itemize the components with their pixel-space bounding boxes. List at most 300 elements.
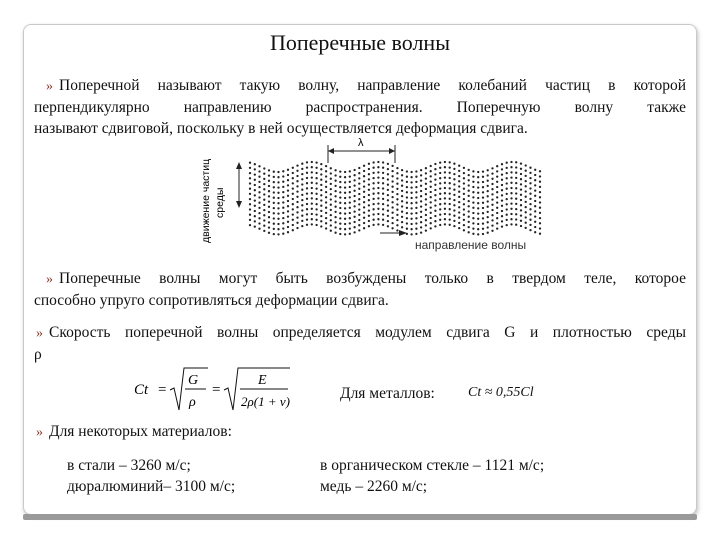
wave-particle-dot <box>410 202 412 204</box>
wave-particle-dot <box>529 229 531 231</box>
wave-particle-dot <box>292 193 294 195</box>
wave-particle-dot <box>325 175 327 177</box>
wave-particle-dot <box>477 202 479 204</box>
wave-particle-dot <box>258 186 260 188</box>
wave-particle-dot <box>468 200 470 202</box>
wave-particle-dot <box>301 168 303 170</box>
wave-particle-dot <box>406 191 408 193</box>
wave-particle-dot <box>525 170 527 172</box>
wave-particle-dot <box>301 204 303 206</box>
formula-root2-den: 2ρ(1 + ν) <box>241 394 290 409</box>
wave-particle-dot <box>415 191 417 193</box>
wave-particle-dot <box>363 206 365 208</box>
wave-particle-dot <box>410 223 412 225</box>
wave-particle-dot <box>463 219 465 221</box>
wave-particle-dot <box>377 197 379 199</box>
wave-particle-dot <box>396 209 398 211</box>
wave-particle-dot <box>491 198 493 200</box>
wave-particle-dot <box>349 170 351 172</box>
wave-particle-dot <box>382 219 384 221</box>
wave-particle-dot <box>439 187 441 189</box>
wave-particle-dot <box>344 233 346 235</box>
wave-particle-dot <box>391 227 393 229</box>
wave-particle-dot <box>401 221 403 223</box>
wave-particle-dot <box>430 217 432 219</box>
wave-particle-dot <box>496 196 498 198</box>
wave-particle-dot <box>401 205 403 207</box>
wave-particle-dot <box>396 183 398 185</box>
wave-particle-dot <box>396 198 398 200</box>
wave-particle-dot <box>282 181 284 183</box>
wave-particle-dot <box>520 204 522 206</box>
wave-particle-dot <box>520 168 522 170</box>
wave-particle-dot <box>282 170 284 172</box>
wave-particle-dot <box>334 180 336 182</box>
wave-particle-dot <box>444 192 446 194</box>
wave-particle-dot <box>477 228 479 230</box>
wave-particle-dot <box>254 225 256 227</box>
wave-particle-dot <box>515 213 517 215</box>
wave-particle-dot <box>382 161 384 163</box>
wave-particle-dot <box>506 214 508 216</box>
paragraph-line <box>34 322 686 344</box>
wave-particle-dot <box>396 172 398 174</box>
wave-particle-dot <box>334 185 336 187</box>
wave-particle-dot <box>449 177 451 179</box>
wave-particle-dot <box>520 178 522 180</box>
wave-particle-dot <box>296 190 298 192</box>
wave-particle-dot <box>330 209 332 211</box>
wave-particle-dot <box>510 213 512 215</box>
wave-particle-dot <box>472 227 474 229</box>
wave-particle-dot <box>368 204 370 206</box>
wave-particle-dot <box>401 226 403 228</box>
wave-particle-dot <box>339 170 341 172</box>
wave-particle-dot <box>539 191 541 193</box>
wave-particle-dot <box>425 203 427 205</box>
wave-particle-dot <box>525 211 527 213</box>
wave-particle-dot <box>515 166 517 168</box>
wave-particle-dot <box>487 195 489 197</box>
wave-particle-dot <box>344 202 346 204</box>
wave-particle-dot <box>434 173 436 175</box>
wave-particle-dot <box>249 203 251 205</box>
wave-particle-dot <box>311 182 313 184</box>
wave-particle-dot <box>472 201 474 203</box>
wave-particle-dot <box>468 169 470 171</box>
wave-particle-dot <box>444 187 446 189</box>
wave-particle-dot <box>420 185 422 187</box>
wave-particle-dot <box>363 180 365 182</box>
wave-particle-dot <box>501 184 503 186</box>
wave-particle-dot <box>472 212 474 214</box>
wave-particle-dot <box>391 186 393 188</box>
wave-particle-dot <box>425 224 427 226</box>
wave-particle-dot <box>510 197 512 199</box>
wave-particle-dot <box>525 180 527 182</box>
wave-particle-dot <box>254 199 256 201</box>
wave-particle-dot <box>420 216 422 218</box>
wave-particle-dot <box>268 174 270 176</box>
wave-particle-dot <box>525 164 527 166</box>
wave-particle-dot <box>306 198 308 200</box>
wave-particle-dot <box>368 178 370 180</box>
wave-particle-dot <box>358 198 360 200</box>
wave-particle-dot <box>525 175 527 177</box>
wave-particle-dot <box>415 222 417 224</box>
wave-particle-dot <box>430 222 432 224</box>
wave-particle-dot <box>249 182 251 184</box>
wave-particle-dot <box>311 187 313 189</box>
wave-particle-dot <box>458 206 460 208</box>
wave-particle-dot <box>306 161 308 163</box>
wave-particle-dot <box>349 191 351 193</box>
wave-particle-dot <box>296 222 298 224</box>
wave-particle-dot <box>425 209 427 211</box>
wave-particle-dot <box>477 186 479 188</box>
wave-particle-dot <box>268 211 270 213</box>
wave-particle-dot <box>344 228 346 230</box>
wave-particle-dot <box>368 173 370 175</box>
wave-particle-dot <box>396 203 398 205</box>
wave-particle-dot <box>539 196 541 198</box>
wave-particle-dot <box>377 202 379 204</box>
wave-particle-dot <box>458 211 460 213</box>
wave-particle-dot <box>296 201 298 203</box>
wave-particle-dot <box>382 177 384 179</box>
wave-particle-dot <box>510 166 512 168</box>
wave-particle-dot <box>506 198 508 200</box>
wave-particle-dot <box>410 186 412 188</box>
wave-particle-dot <box>334 216 336 218</box>
wave-particle-dot <box>439 172 441 174</box>
wave-direction-label: направление волны <box>415 238 527 252</box>
wave-particle-dot <box>377 182 379 184</box>
wave-particle-dot <box>263 209 265 211</box>
wave-particle-dot <box>368 194 370 196</box>
wave-particle-dot <box>472 222 474 224</box>
wave-particle-dot <box>434 220 436 222</box>
wave-particle-dot <box>482 228 484 230</box>
wave-particle-dot <box>263 193 265 195</box>
wave-particle-dot <box>506 224 508 226</box>
paragraph-transverse-definition <box>34 75 686 139</box>
wave-particle-dot <box>439 177 441 179</box>
wave-particle-dot <box>439 193 441 195</box>
wave-particle-dot <box>349 207 351 209</box>
wave-particle-dot <box>449 213 451 215</box>
wave-particle-dot <box>449 166 451 168</box>
wave-particle-dot <box>515 208 517 210</box>
wave-particle-dot <box>254 210 256 212</box>
wave-particle-dot <box>463 193 465 195</box>
wave-particle-dot <box>458 175 460 177</box>
wave-particle-dot <box>539 207 541 209</box>
wave-particle-dot <box>520 225 522 227</box>
wave-particle-dot <box>334 232 336 234</box>
wave-particle-dot <box>372 203 374 205</box>
wave-particle-dot <box>325 170 327 172</box>
formula-root1-text <box>0 0 1 1</box>
wave-particle-dot <box>320 220 322 222</box>
wave-particle-dot <box>258 181 260 183</box>
wave-particle-dot <box>510 187 512 189</box>
wave-particle-dot <box>287 179 289 181</box>
wave-particle-dot <box>254 220 256 222</box>
wave-particle-dot <box>430 175 432 177</box>
wave-particle-dot <box>463 172 465 174</box>
wave-particle-dot <box>401 174 403 176</box>
wave-particle-dot <box>425 188 427 190</box>
wave-particle-dot <box>320 199 322 201</box>
wave-particle-dot <box>301 183 303 185</box>
wave-particle-dot <box>349 222 351 224</box>
wave-particle-dot <box>268 226 270 228</box>
wave-particle-dot <box>415 207 417 209</box>
wave-particle-dot <box>330 230 332 232</box>
wave-particle-dot <box>311 192 313 194</box>
wave-particle-dot <box>268 232 270 234</box>
wave-particle-dot <box>320 184 322 186</box>
wave-particle-dot <box>334 169 336 171</box>
wave-particle-dot <box>391 217 393 219</box>
wave-particle-dot <box>401 200 403 202</box>
wave-particle-dot <box>487 200 489 202</box>
slide-bottom-bar <box>23 514 697 520</box>
wave-particle-dot <box>353 174 355 176</box>
wave-particle-dot <box>273 212 275 214</box>
wave-particle-dot <box>449 218 451 220</box>
wave-particle-dot <box>420 226 422 228</box>
wave-particle-dot <box>263 173 265 175</box>
wave-particle-dot <box>258 170 260 172</box>
wave-particle-dot <box>292 213 294 215</box>
materials-header-text: Для некоторых материалов: <box>49 423 232 440</box>
wave-particle-dot <box>273 223 275 225</box>
wave-particle-dot <box>325 217 327 219</box>
particle-motion-label-line1: движение частиц <box>200 158 212 243</box>
wave-particle-dot <box>277 218 279 220</box>
wave-particle-dot <box>353 226 355 228</box>
wave-particle-dot <box>525 222 527 224</box>
wave-particle-dot <box>420 190 422 192</box>
wave-particle-dot <box>344 176 346 178</box>
wave-particle-dot <box>277 212 279 214</box>
wave-particle-dot <box>287 226 289 228</box>
wave-particle-dot <box>263 178 265 180</box>
wave-particle-dot <box>254 179 256 181</box>
wave-particle-dot <box>382 224 384 226</box>
wave-particle-dot <box>325 201 327 203</box>
wave-particle-dot <box>430 165 432 167</box>
wave-particle-dot <box>273 217 275 219</box>
wave-particle-dot <box>506 177 508 179</box>
wave-particle-dot <box>539 201 541 203</box>
wave-particle-dot <box>277 192 279 194</box>
wave-particle-dot <box>501 163 503 165</box>
wave-particle-dot <box>339 222 341 224</box>
wave-particle-dot <box>525 206 527 208</box>
wave-particle-dot <box>434 225 436 227</box>
wave-particle-dot <box>277 202 279 204</box>
wave-particle-dot <box>254 184 256 186</box>
wave-particle-dot <box>353 184 355 186</box>
wave-particle-dot <box>368 163 370 165</box>
wave-particle-dot <box>444 223 446 225</box>
wave-particle-dot <box>458 191 460 193</box>
wave-direction-arrowhead <box>399 230 407 236</box>
wave-particle-dot <box>487 169 489 171</box>
wave-particle-dot <box>387 199 389 201</box>
wave-particle-dot <box>334 195 336 197</box>
wave-particle-dot <box>477 207 479 209</box>
wave-particle-dot <box>325 186 327 188</box>
wave-particle-dot <box>363 191 365 193</box>
wave-particle-dot <box>368 225 370 227</box>
wave-particle-dot <box>468 195 470 197</box>
wave-particle-dot <box>420 231 422 233</box>
wave-particle-dot <box>301 220 303 222</box>
wave-particle-dot <box>339 228 341 230</box>
wave-particle-dot <box>501 210 503 212</box>
wavelength-arrowhead-right <box>389 148 395 154</box>
wave-particle-dot <box>277 181 279 183</box>
wave-particle-dot <box>363 201 365 203</box>
wave-particle-dot <box>372 198 374 200</box>
wave-particle-dot <box>249 172 251 174</box>
material-item-copper: медь – 2260 м/с; <box>320 478 428 495</box>
wave-particle-dot <box>491 178 493 180</box>
wave-particle-dot <box>496 227 498 229</box>
wave-particle-dot <box>249 198 251 200</box>
wave-particle-dot <box>387 184 389 186</box>
bullet-icon: » <box>46 272 53 287</box>
wave-particle-dot <box>458 201 460 203</box>
wave-particle-dot <box>506 193 508 195</box>
wave-particle-dot <box>377 208 379 210</box>
wave-particle-dot <box>358 167 360 169</box>
paragraph-line <box>34 268 686 290</box>
formula-root2-num: E <box>258 373 267 388</box>
wave-particle-dot <box>415 212 417 214</box>
wave-particle-dot <box>320 210 322 212</box>
wave-particle-dot <box>420 221 422 223</box>
wave-particle-dot <box>277 176 279 178</box>
wave-particle-dot <box>491 214 493 216</box>
wave-particle-dot <box>254 205 256 207</box>
wave-particle-dot <box>410 192 412 194</box>
wave-particle-dot <box>325 222 327 224</box>
wave-particle-dot <box>482 176 484 178</box>
paragraph-line: называют сдвиговой, поскольку в ней осуществляется деформация сдвига. <box>34 120 528 137</box>
wave-particle-dot <box>444 166 446 168</box>
wave-particle-dot <box>525 196 527 198</box>
wave-particle-dot <box>372 167 374 169</box>
wave-particle-dot <box>506 182 508 184</box>
bullet-icon: » <box>46 79 53 94</box>
wave-particle-dot <box>468 226 470 228</box>
wave-particle-dot <box>515 203 517 205</box>
wave-particle-dot <box>482 233 484 235</box>
wave-particle-dot <box>401 169 403 171</box>
wave-particle-dot <box>339 191 341 193</box>
wave-particle-dot <box>330 204 332 206</box>
wave-particle-dot <box>458 222 460 224</box>
wave-particle-dot <box>463 167 465 169</box>
particle-motion-label-line2: среды <box>214 187 226 218</box>
wave-particle-dot <box>406 181 408 183</box>
wave-particle-dot <box>277 223 279 225</box>
wavelength-label: λ <box>358 137 364 149</box>
wave-particle-dot <box>434 210 436 212</box>
wave-particle-dot <box>534 189 536 191</box>
wave-particle-dot <box>453 163 455 165</box>
wave-particle-dot <box>487 206 489 208</box>
wave-particle-dot <box>382 193 384 195</box>
wave-particle-dot <box>391 222 393 224</box>
wave-particle-dot <box>353 200 355 202</box>
wave-particle-dot <box>482 170 484 172</box>
wave-particle-dot <box>472 207 474 209</box>
wave-particle-dot <box>539 233 541 235</box>
wave-particle-dot <box>372 187 374 189</box>
wave-particle-dot <box>410 228 412 230</box>
wave-particle-dot <box>315 172 317 174</box>
wave-particle-dot <box>420 179 422 181</box>
wave-particle-dot <box>477 181 479 183</box>
wave-particle-dot <box>539 227 541 229</box>
wave-particle-dot <box>377 171 379 173</box>
wave-particle-dot <box>415 217 417 219</box>
wave-particle-dot <box>391 201 393 203</box>
paragraph-text: Поперечные волны могут быть возбуждены только в твердом теле, которое <box>59 270 686 287</box>
wave-particle-dot <box>353 205 355 207</box>
wave-particle-dot <box>487 211 489 213</box>
wave-particle-dot <box>458 170 460 172</box>
wave-particle-dot <box>449 203 451 205</box>
wave-particle-dot <box>387 225 389 227</box>
wave-particle-dot <box>353 221 355 223</box>
wave-particle-dot <box>292 172 294 174</box>
wave-particle-dot <box>439 203 441 205</box>
wave-particle-dot <box>287 200 289 202</box>
wave-particle-dot <box>472 175 474 177</box>
wave-particle-dot <box>539 181 541 183</box>
wave-particle-dot <box>368 209 370 211</box>
wave-particle-dot <box>487 221 489 223</box>
wave-particle-dot <box>301 189 303 191</box>
wave-particle-dot <box>410 171 412 173</box>
wave-particle-dot <box>258 196 260 198</box>
wave-particle-dot <box>311 223 313 225</box>
wave-particle-dot <box>534 215 536 217</box>
wave-particle-dot <box>449 192 451 194</box>
wave-particle-dot <box>363 222 365 224</box>
wave-particle-dot <box>282 227 284 229</box>
wave-particle-dot <box>339 202 341 204</box>
wave-particle-dot <box>482 196 484 198</box>
wave-particle-dot <box>396 167 398 169</box>
wave-particle-dot <box>491 193 493 195</box>
wave-particle-dot <box>487 232 489 234</box>
wave-particle-dot <box>529 177 531 179</box>
wave-particle-dot <box>420 169 422 171</box>
wave-particle-dot <box>258 202 260 204</box>
wave-particle-dot <box>472 196 474 198</box>
wave-particle-dot <box>363 185 365 187</box>
wave-particle-dot <box>396 188 398 190</box>
paragraph-line: ρ <box>34 346 42 363</box>
